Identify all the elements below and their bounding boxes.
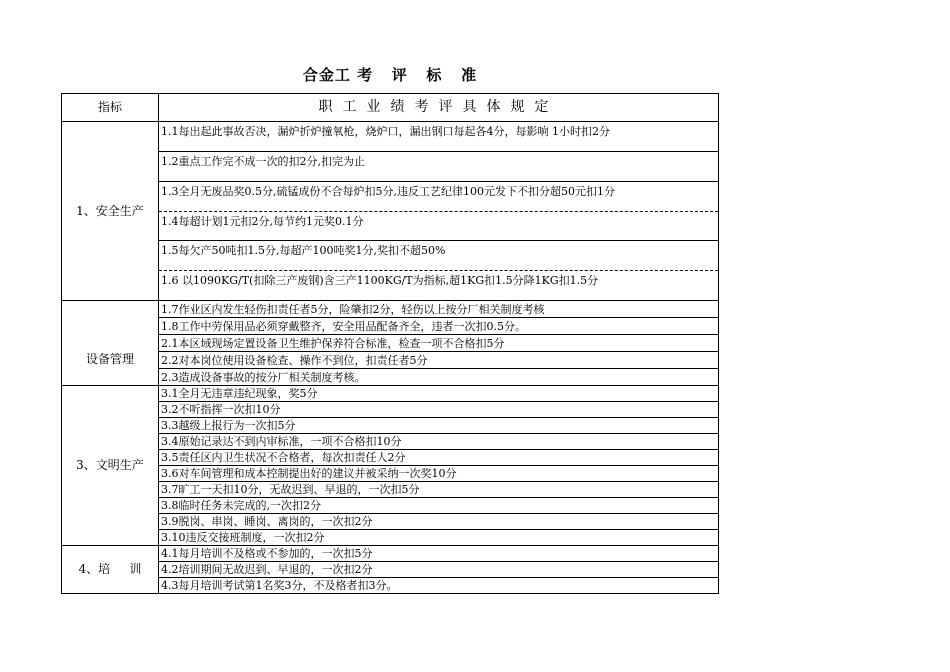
rule-item: 2.3造成设备事故的按分厂相关制度考核。 <box>159 369 719 386</box>
rule-item: 3.7旷工一天扣10分，无故迟到、早退的，一次扣5分 <box>159 482 719 498</box>
table-row <box>62 318 719 335</box>
table-row <box>62 386 719 402</box>
table-row <box>62 514 719 530</box>
table-row <box>62 152 719 182</box>
page-title: 合金工 考 评 标 准 <box>302 66 478 84</box>
table-row <box>62 562 719 578</box>
rule-item: 3.8临时任务未完成的,一次扣2分 <box>159 498 719 514</box>
rule-item: 3.10违反交接班制度，一次扣2分 <box>159 530 719 546</box>
rule-item: 1.5每欠产50吨扣1.5分,每超产100吨奖1分,奖扣不超50% <box>159 241 719 271</box>
table-row <box>62 369 719 386</box>
category-safety-continued <box>62 301 159 335</box>
table-row <box>62 241 719 271</box>
category-training: 4、培 训 <box>62 546 159 594</box>
evaluation-table <box>61 93 719 594</box>
rule-item: 3.1全月无违章违纪现象，奖5分 <box>159 386 719 402</box>
table-row <box>62 578 719 594</box>
rule-item: 3.3越级上报行为一次扣5分 <box>159 418 719 434</box>
header-category: 指标 <box>62 94 159 122</box>
table-row <box>62 466 719 482</box>
rule-item: 4.3每月培训考试第1名奖3分，不及格者扣3分。 <box>159 578 719 594</box>
rule-item: 3.2不听指挥一次扣10分 <box>159 402 719 418</box>
table-header-row <box>62 94 719 122</box>
table-row <box>62 546 719 562</box>
rule-item: 4.1每月培训不及格或不参加的，一次扣5分 <box>159 546 719 562</box>
table-row <box>62 434 719 450</box>
header-content: 职工业绩考评具体规定 <box>159 94 719 122</box>
table-row <box>62 530 719 546</box>
table-row <box>62 498 719 514</box>
table-row <box>62 122 719 152</box>
rule-item: 1.7作业区内发生轻伤扣责任者5分，险肇扣2分，轻伤以上按分厂相关制度考核 <box>159 301 719 318</box>
rule-item: 3.6对车间管理和成本控制提出好的建议并被采纳一次奖10分 <box>159 466 719 482</box>
table-row <box>62 212 719 241</box>
table-row <box>62 450 719 466</box>
table-row <box>62 271 719 301</box>
rule-item: 2.2对本岗位使用设备检查、操作不到位，扣责任者5分 <box>159 352 719 369</box>
category-civilized-production: 3、文明生产 <box>62 386 159 546</box>
rule-item: 3.5责任区内卫生状况不合格者，每次扣责任人2分 <box>159 450 719 466</box>
rule-item: 1.3全月无废品奖0.5分,硫锰成份不合每炉扣5分,违反工艺纪律100元发下不扣分超50元扣1分 <box>159 182 719 212</box>
rule-item: 3.4原始记录达不到内审标准，一项不合格扣10分 <box>159 434 719 450</box>
rule-item: 1.6 以1090KG/T(扣除三产废钢)含三产1100KG/T为指标,超1KG扣1.5分降1KG扣1.5分 <box>159 271 719 301</box>
rule-item: 2.1本区域现场定置设备卫生维护保养符合标准，检查一项不合格扣5分 <box>159 335 719 352</box>
rule-item: 1.8工作中劳保用品必须穿戴整齐，安全用品配备齐全，违者一次扣0.5分。 <box>159 318 719 335</box>
category-safety: 1、安全生产 <box>62 122 159 301</box>
table-row <box>62 418 719 434</box>
table-row <box>62 301 719 318</box>
rule-item: 3.9脱岗、串岗、睡岗、离岗的，一次扣2分 <box>159 514 719 530</box>
rule-item: 1.1每出起此事故否决，漏炉折炉撞氧枪，烧炉口，漏出钢口每起各4分，每影响 1小时扣2分 <box>159 122 719 152</box>
rule-item: 4.2培训期间无故迟到、早退的，一次扣2分 <box>159 562 719 578</box>
rule-item: 1.2重点工作完不成一次的扣2分,扣完为止 <box>159 152 719 182</box>
table-row <box>62 335 719 352</box>
table-row <box>62 482 719 498</box>
table-row <box>62 402 719 418</box>
table-row <box>62 182 719 212</box>
table-row <box>62 352 719 369</box>
rule-item: 1.4每超计划1元扣2分,每节约1元奖0.1分 <box>159 212 719 241</box>
category-equipment: 设备管理 <box>62 335 159 386</box>
